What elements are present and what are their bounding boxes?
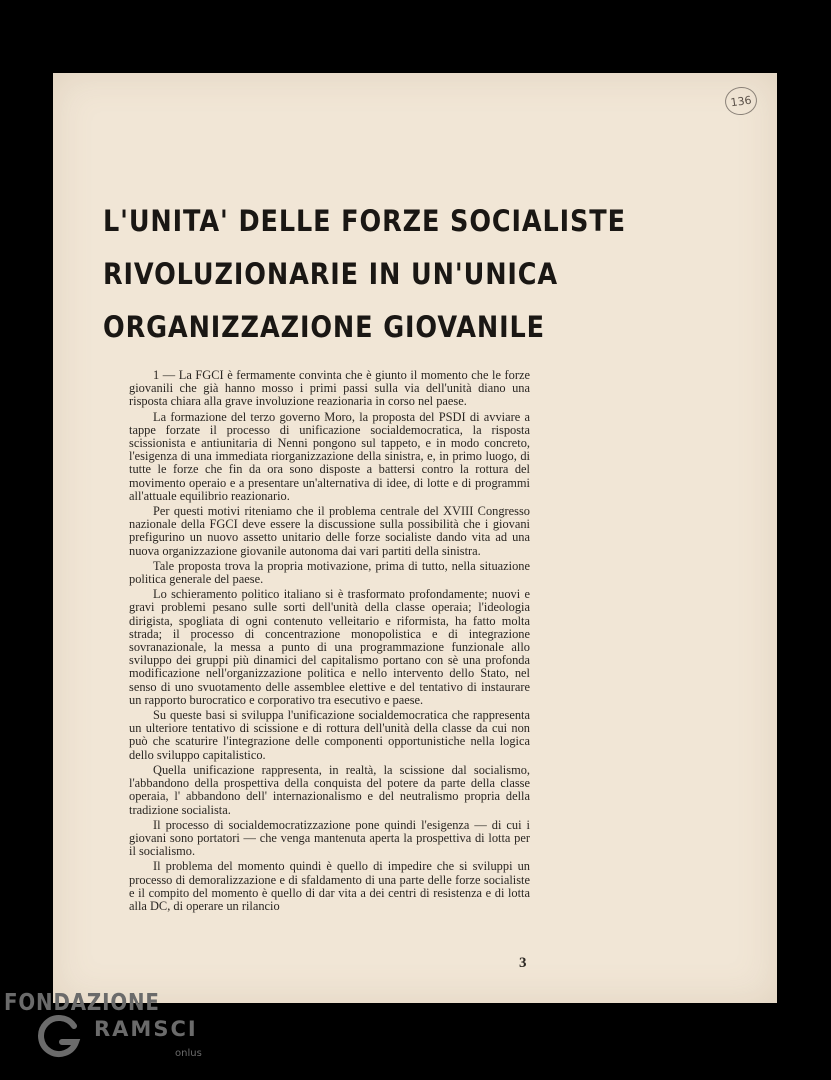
page-number: 3 <box>519 955 527 971</box>
fondazione-gramsci-watermark <box>4 990 214 1070</box>
paragraph: Il problema del momento quindi è quello di impedire che si sviluppi un processo di demoralizzazione e di sfaldamento di una parte delle forze socialiste e il compito del momento è quello di dar vita a dei centri di resistenza e di lotta alla DC, di operare un rilancio <box>129 859 530 913</box>
gramsci-g-logo-icon <box>36 1014 82 1060</box>
paragraph: Tale proposta trova la propria motivazione, prima di tutto, nella situazione politica generale del paese. <box>129 558 530 587</box>
paragraph: Quella unificazione rappresenta, in realtà, la scissione dal socialismo, l'abbandono della prospettiva della conquista del potere da parte della classe operaia, l' abbandono dell' internazionalismo e del neutralismo propria della tradizione socialista. <box>129 762 530 817</box>
watermark-line-2: RAMSCI <box>94 1017 198 1041</box>
paragraph: La formazione del terzo governo Moro, la proposta del PSDI di avviare a tappe forzate il processo di unificazione socialdemocratica, la risposta scissionista e antiunitaria di Nenni pongono sul tappeto, e in modo concreto, l'esigenza di una immediata riorganizzazione della sinistra, e, in primo luogo, di tutte le forze che fin da ora sono disposte a battersi contro la rottura del movimento operaio e a presentare un'alternativa di idee, di lotte e di programmi all'attuale equilibrio reazionario. <box>129 409 530 503</box>
paragraph: Lo schieramento politico italiano si è trasformato profondamente; nuovi e gravi problemi pesano sulle sorti dell'unità della classe operaia; l'ideologia dirigista, spogliata di ogni contenuto velleitario e riformista, ha fatto molta strada; il processo di concentrazione monopolistica e di integrazione sovranazionale, la messa a punto di una programmazione funzionale allo sviluppo dei gruppi più dinamici del capitalismo portano con sè una profonda modificazione nell'organizzazione politica e nello intervento dello Stato, nel senso di uno svuotamento delle assemblee elettive e del tentativo di instaurare un rapporto burocratico e corporativo tra esecutivo e paese. <box>129 587 530 707</box>
document-page <box>53 73 777 1003</box>
document-title <box>103 195 626 354</box>
paragraph: Per questi motivi riteniamo che il problema centrale del XVIII Congresso nazionale della FGCI deve essere la discussione sulla possibilità che i giovani prefigurino un nuovo assetto unitario delle forze socialiste dando vita ad una nuova organizzazione giovanile autonoma dai vari partiti della sinistra. <box>129 504 530 558</box>
paragraph: 1 — La FGCI è fermamente convinta che è giunto il momento che le forze giovanili che già hanno mosso i primi passi sulla via dell'unità diano una risposta chiara alla grave involuzione reazionaria in corso nel paese. <box>129 368 530 409</box>
watermark-line-1: FONDAZIONE <box>4 990 160 1016</box>
paragraph: Il processo di socialdemocratizzazione pone quindi l'esigenza — di cui i giovani sono portatori — che venga mantenuta aperta la prospettiva di lotta per il socialismo. <box>129 817 530 859</box>
paragraph: Su queste basi si sviluppa l'unificazione socialdemocratica che rappresenta un ulteriore tentativo di scissione e di rottura dell'unità della classe da cui non può che scaturire l'integrazione delle componenti opportunistiche nella logica dello sviluppo capitalistico. <box>129 708 530 762</box>
title-line-2: RIVOLUZIONARIE IN UN'UNICA <box>103 257 559 291</box>
archive-number-stamp: 136 <box>723 85 759 117</box>
body-text <box>129 369 530 915</box>
title-line-3: ORGANIZZAZIONE GIOVANILE <box>103 310 545 344</box>
watermark-line-3: onlus <box>175 1048 202 1059</box>
title-line-1: L'UNITA' DELLE FORZE SOCIALISTE <box>103 204 626 238</box>
